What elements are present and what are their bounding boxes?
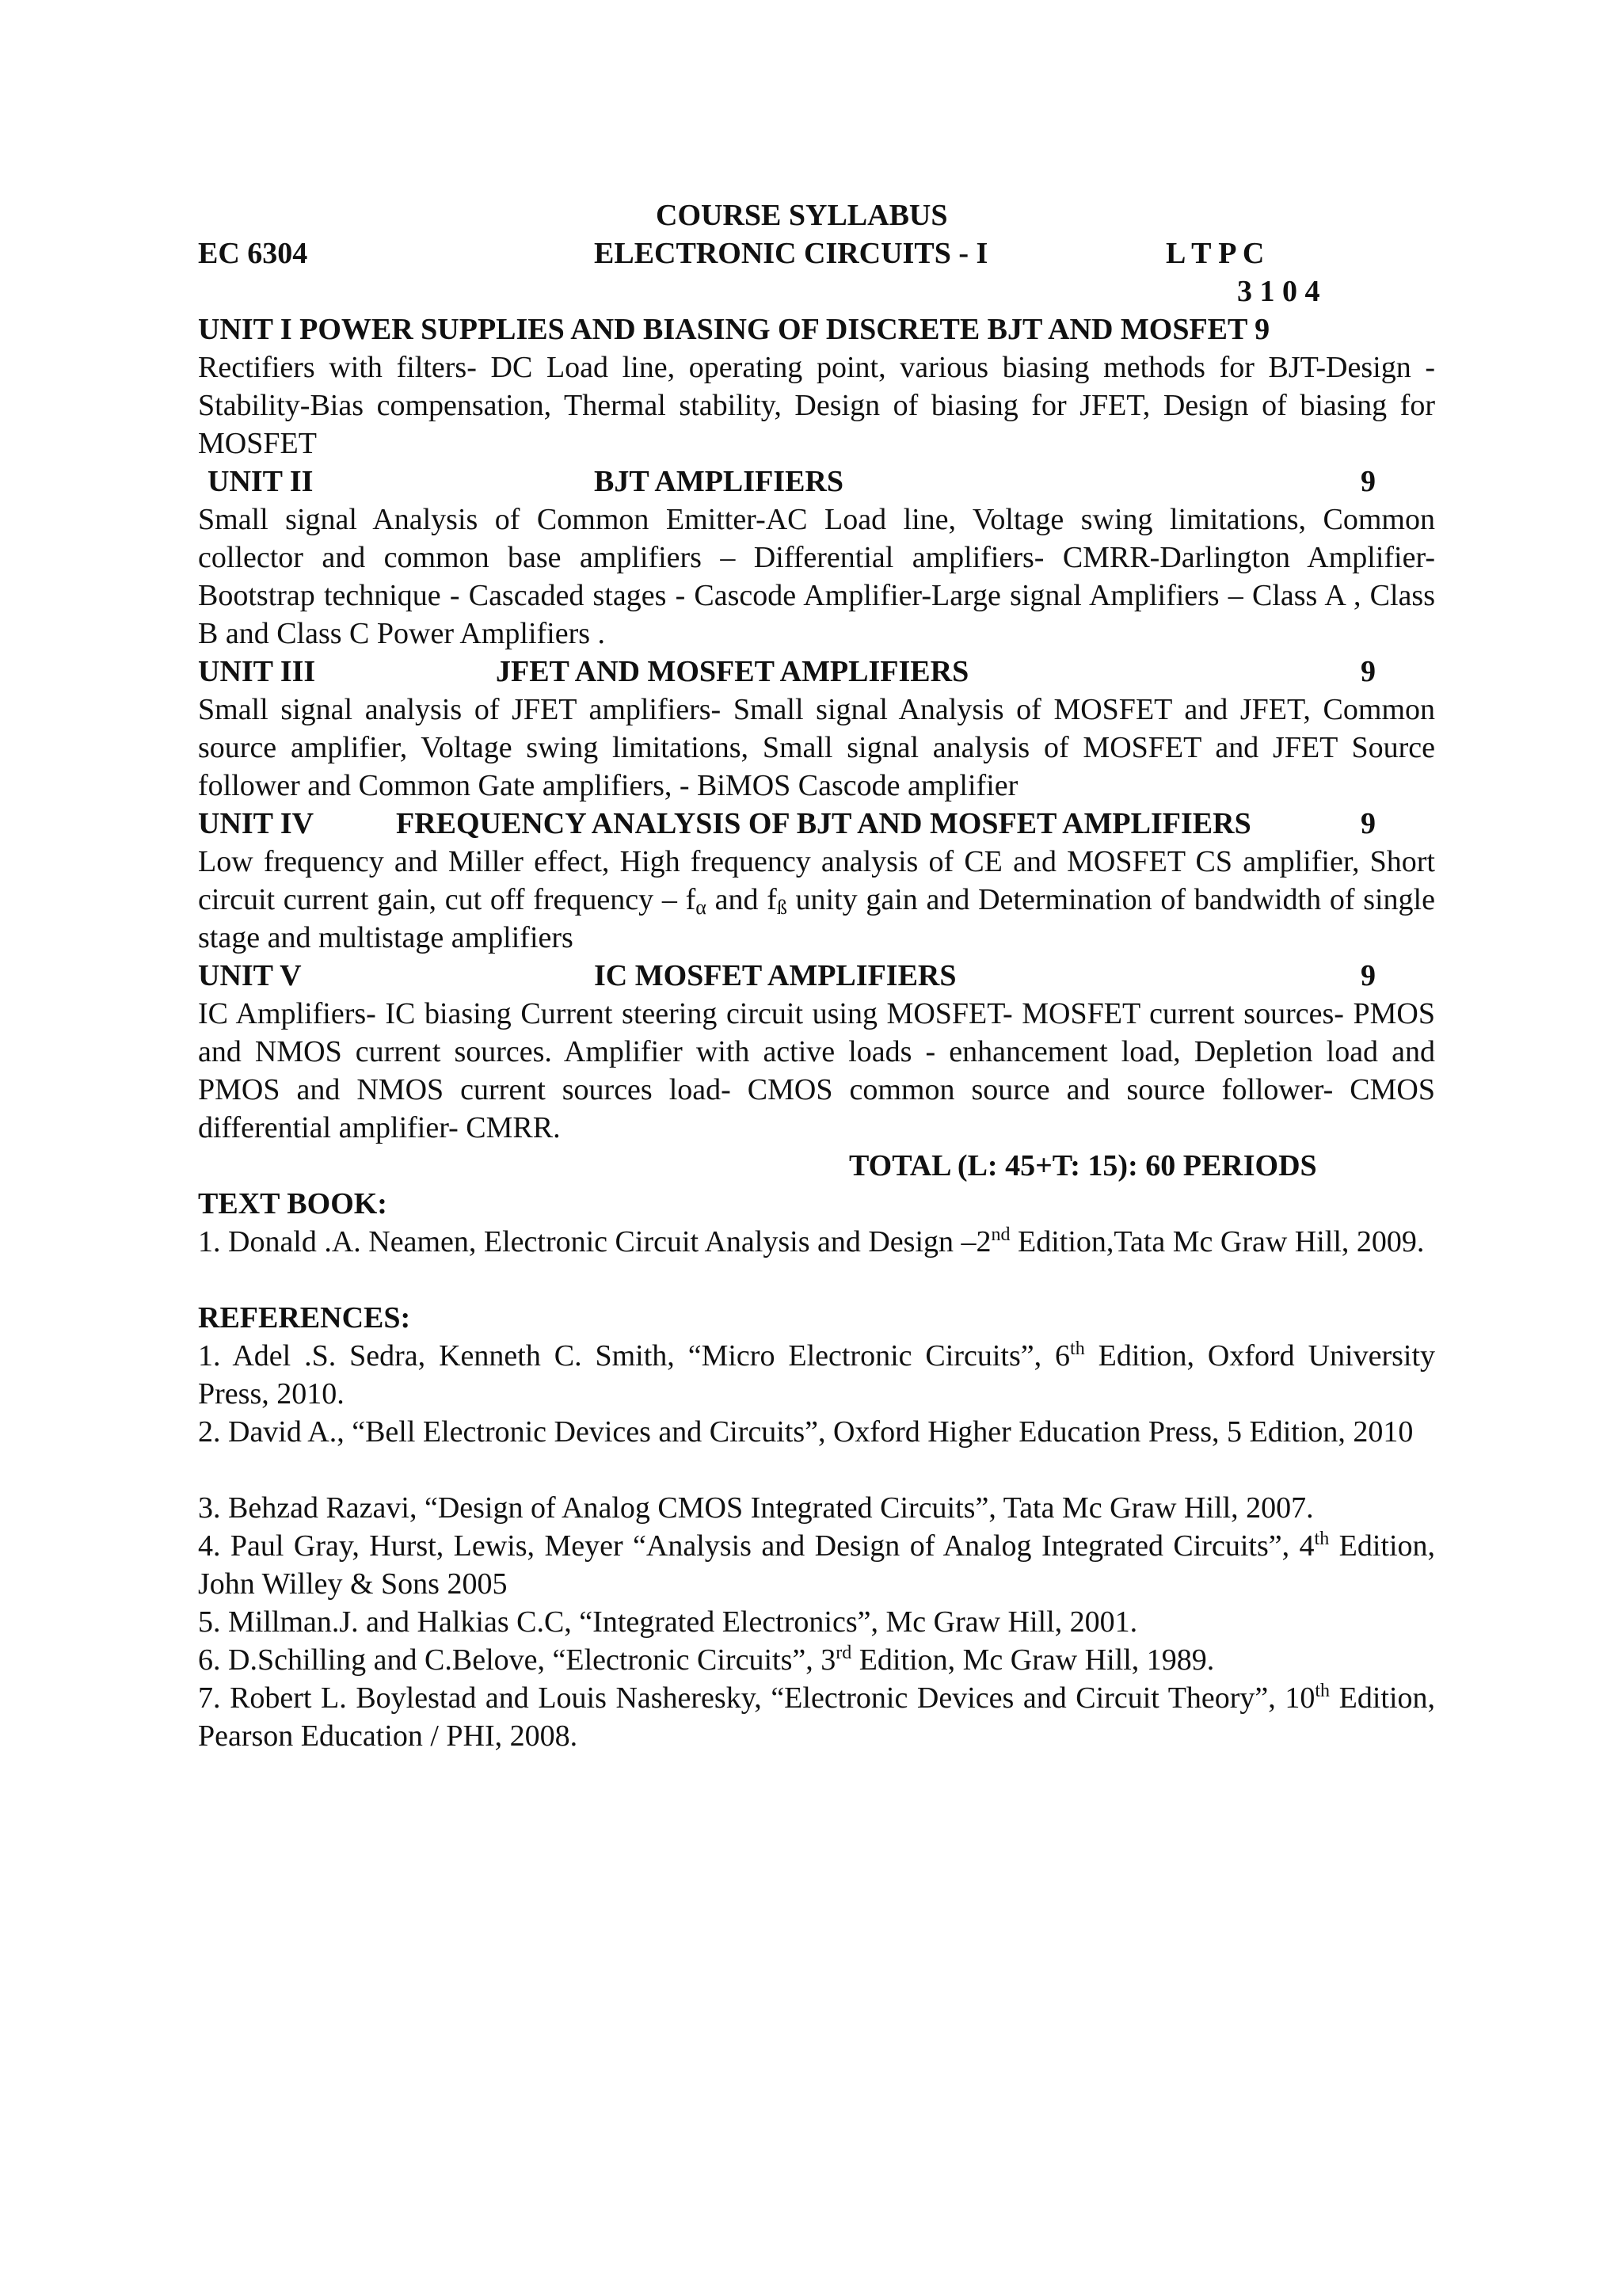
unit-4-text: Low frequency and Miller effect, High frequency analysis of CE and MOSFET CS amplifier, Short circuit current gain, cut off frequency – $f_\alpha$ and $f_ß$ unity gain and Determination of bandwidth of single stage and multistage amplifiers (198, 845, 1435, 954)
reference-item-1: 1. Adel .S. Sedra, Kenneth C. Smith, “Micro Electronic Circuits”, 6th Edition, Oxford University Press, 2010. (198, 1338, 1436, 1411)
unit-2-hours: 9 (1361, 465, 1376, 498)
reference-item-7: 7. Robert L. Boylestad and Louis Nasheresky, “Electronic Devices and Circuit Theory”, 10th Edition, Pearson Education / PHI, 2008. (198, 1681, 1435, 1753)
unit-2-label: UNIT II (208, 465, 314, 498)
unit-4-name: FREQUENCY ANALYSIS OF BJT AND MOSFET AMPLIFIERS (396, 807, 1251, 840)
reference-item-2: 2. David A., “Bell Electronic Devices and Circuits”, Oxford Higher Education Press, 5 Edition, 2010 (198, 1415, 1414, 1449)
unit-2-body (198, 501, 1435, 653)
unit-3-label: UNIT III (198, 655, 316, 688)
unit-3-text: Small signal analysis of JFET amplifiers- Small signal Analysis of MOSFET and JFET, Common source amplifier, Voltage swing limitations, Small signal analysis of MOSFET and JFET Source follower and Common Gate amplifiers, - BiMOS Cascode amplifier (198, 693, 1435, 802)
alpha-subscript: α (695, 896, 706, 919)
unit-5-label: UNIT V (198, 959, 302, 992)
reference-item-5: 5. Millman.J. and Halkias C.C, “Integrated Electronics”, Mc Graw Hill, 2001. (198, 1605, 1138, 1639)
reference-item-3: 3. Behzad Razavi, “Design of Analog CMOS Integrated Circuits”, Tata Mc Graw Hill, 2007. (198, 1491, 1314, 1525)
unit-3-hours: 9 (1361, 655, 1376, 688)
beta-subscript: ß (776, 896, 787, 919)
unit-1-text: Rectifiers with filters- DC Load line, operating point, various biasing methods for BJT-Design -Stability-Bias compensation, Thermal stability, Design of biasing for JFET, Design of biasing for MOSFET (198, 351, 1435, 460)
page-title: COURSE SYLLABUS (656, 199, 948, 232)
unit-3-name: JFET AND MOSFET AMPLIFIERS (496, 655, 969, 688)
unit-5-hours: 9 (1361, 959, 1376, 992)
reference-item-6: 6. D.Schilling and C.Belove, “Electronic Circuits”, 3rd Edition, Mc Graw Hill, 1989. (198, 1643, 1215, 1677)
course-name: ELECTRONIC CIRCUITS - I (594, 237, 988, 270)
unit-2-text: Small signal Analysis of Common Emitter-AC Load line, Voltage swing limitations, Common collector and common base amplifiers – Differential amplifiers- CMRR-Darlington Amplifier- Bootstrap technique - Cascaded stages - Cascode Amplifier-Large signal Amplifiers – Class A , Class B and Class C Power Amplifiers . (198, 503, 1435, 650)
unit-4-hours: 9 (1361, 807, 1376, 840)
text-book-item: 1. Donald .A. Neamen, Electronic Circuit Analysis and Design –2nd Edition,Tata Mc Graw Hill, 2009. (198, 1224, 1425, 1258)
unit-4-body (198, 843, 1435, 957)
references-heading: REFERENCES: (198, 1301, 411, 1335)
ltpc-values: 3 1 0 4 (1237, 275, 1320, 308)
text-book-heading: TEXT BOOK: (198, 1187, 387, 1220)
unit-4-label: UNIT IV (198, 807, 314, 840)
total-periods: TOTAL (L: 45+T: 15): 60 PERIODS (849, 1149, 1317, 1182)
course-code: EC 6304 (198, 237, 308, 270)
unit-1-title: UNIT I POWER SUPPLIES AND BIASING OF DISCRETE BJT AND MOSFET 9 (198, 313, 1270, 346)
unit-5-text: IC Amplifiers- IC biasing Current steering circuit using MOSFET- MOSFET current sources- PMOS and NMOS current sources. Amplifier with active loads - enhancement load, Depletion load and PMOS and NMOS current sources load- CMOS common source and source follower- CMOS differential amplifier- CMRR. (198, 997, 1435, 1144)
reference-item-4: 4. Paul Gray, Hurst, Lewis, Meyer “Analysis and Design of Analog Integrated Circuits”, 4th Edition, John Willey & Sons 2005 (198, 1529, 1436, 1601)
unit-5-name: IC MOSFET AMPLIFIERS (594, 959, 957, 992)
unit-5-body (198, 995, 1435, 1147)
ltpc-label: L T P C (1166, 237, 1265, 270)
unit-3-body (198, 691, 1435, 805)
unit-1-body (198, 348, 1435, 463)
unit-2-name: BJT AMPLIFIERS (594, 465, 843, 498)
